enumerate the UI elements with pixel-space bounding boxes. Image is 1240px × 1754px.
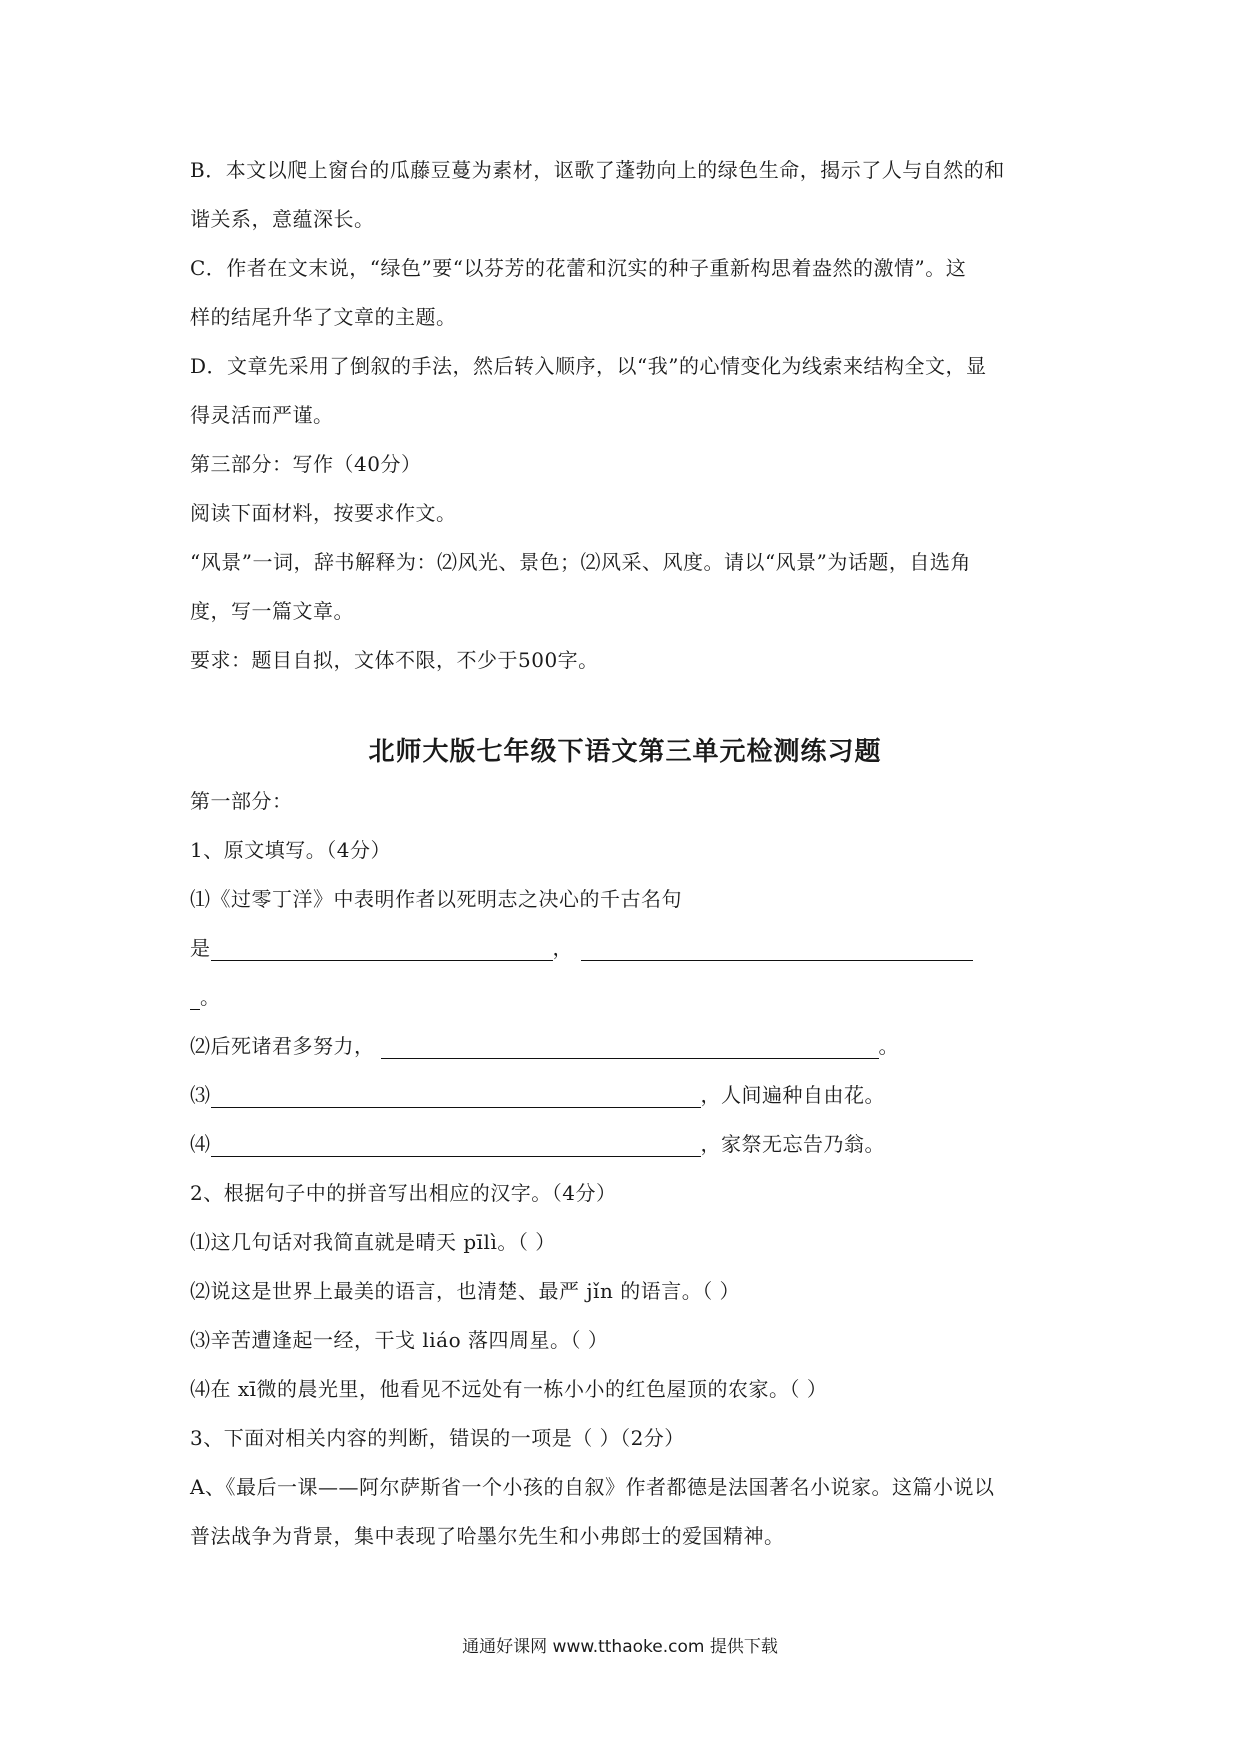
q2-1: ⑴这几句话对我简直就是晴天 pīlì。（ ） — [190, 1230, 556, 1254]
q3-option-a-line-2: 普法战争为背景，集中表现了哈墨尔先生和小弗郎士的爱国精神。 — [190, 1524, 785, 1548]
option-d-line-2: 得灵活而严谨。 — [190, 403, 334, 427]
option-b-line-1: B．本文以爬上窗台的瓜藤豆蔓为素材，讴歌了蓬勃向上的绿色生命，揭示了人与自然的和 — [190, 158, 1005, 182]
q1-2-blank[interactable] — [381, 1038, 879, 1059]
q1-1-answer-row — [190, 936, 1060, 961]
material-line-2: 度，写一篇文章。 — [190, 599, 354, 623]
q1-1-comma: ， — [552, 936, 573, 960]
q1-4-prefix: ⑷ — [190, 1132, 211, 1156]
q1-1-end-row — [190, 985, 1060, 1010]
option-d-line-1: D．文章先采用了倒叙的手法，然后转入顺序，以“我”的心情变化为线索来结构全文，显 — [190, 354, 987, 378]
q3-heading: 3、下面对相关内容的判断，错误的一项是（ ）（2分） — [190, 1426, 685, 1450]
q2-2: ⑵说这是世界上最美的语言，也清楚、最严 jǐn 的语言。（ ） — [190, 1279, 741, 1303]
q1-1-end: 。 — [200, 985, 221, 1009]
requirement-line: 要求：题目自拟，文体不限，不少于500字。 — [190, 648, 599, 672]
q1-1-blank-a[interactable] — [211, 940, 553, 961]
option-c-line-1: C．作者在文末说，“绿色”要“以芬芳的花蕾和沉实的种子重新构思着盎然的激情”。这 — [190, 256, 967, 280]
q3-option-a-line-1: A、《最后一课——阿尔萨斯省一个小孩的自叙》作者都德是法国著名小说家。这篇小说以 — [190, 1475, 995, 1499]
option-c-line-2: 样的结尾升华了文章的主题。 — [190, 305, 457, 329]
q2-3: ⑶辛苦遭逢起一经，干戈 liáo 落四周星。（ ） — [190, 1328, 609, 1352]
exam-title: 北师大版七年级下语文第三单元检测练习题 — [368, 737, 882, 767]
q1-3-row — [190, 1083, 1060, 1108]
q1-4-row — [190, 1132, 1060, 1157]
q1-3-prefix: ⑶ — [190, 1083, 211, 1107]
q1-2-prefix: ⑵后死诸君多努力， — [190, 1034, 375, 1058]
q1-1-blank-b[interactable] — [581, 940, 973, 961]
q2-4: ⑷在 xī微的晨光里，他看见不远处有一栋小小的红色屋顶的农家。（ ） — [190, 1377, 828, 1401]
q1-1-start: 是 — [190, 936, 211, 960]
q1-3-blank[interactable] — [211, 1087, 701, 1108]
material-line-1: “风景”一词，辞书解释为：⑵风光、景色；⑵风采、风度。请以“风景”为话题，自选角 — [190, 550, 971, 574]
part1-heading: 第一部分： — [190, 789, 293, 813]
page-footer: 通通好课网 www.tthaoke.com 提供下载 — [462, 1637, 778, 1657]
q1-4-suffix: ，家祭无忘告乃翁。 — [700, 1132, 885, 1156]
document-page — [190, 158, 1060, 1549]
q1-4-blank[interactable] — [211, 1136, 701, 1157]
option-b-line-2: 谐关系，意蕴深长。 — [190, 207, 375, 231]
part3-instruction: 阅读下面材料，按要求作文。 — [190, 501, 457, 525]
q1-2-suffix: 。 — [878, 1034, 899, 1058]
q1-1-prompt: ⑴《过零丁洋》中表明作者以死明志之决心的千古名句 — [190, 887, 682, 911]
q1-1-blank-c[interactable] — [190, 989, 200, 1010]
q1-3-suffix: ，人间遍种自由花。 — [700, 1083, 885, 1107]
q1-2-row — [190, 1034, 1060, 1059]
part3-heading: 第三部分：写作（40分） — [190, 452, 422, 476]
q1-heading: 1、原文填写。（4分） — [190, 838, 391, 862]
q2-heading: 2、根据句子中的拼音写出相应的汉字。（4分） — [190, 1181, 617, 1205]
